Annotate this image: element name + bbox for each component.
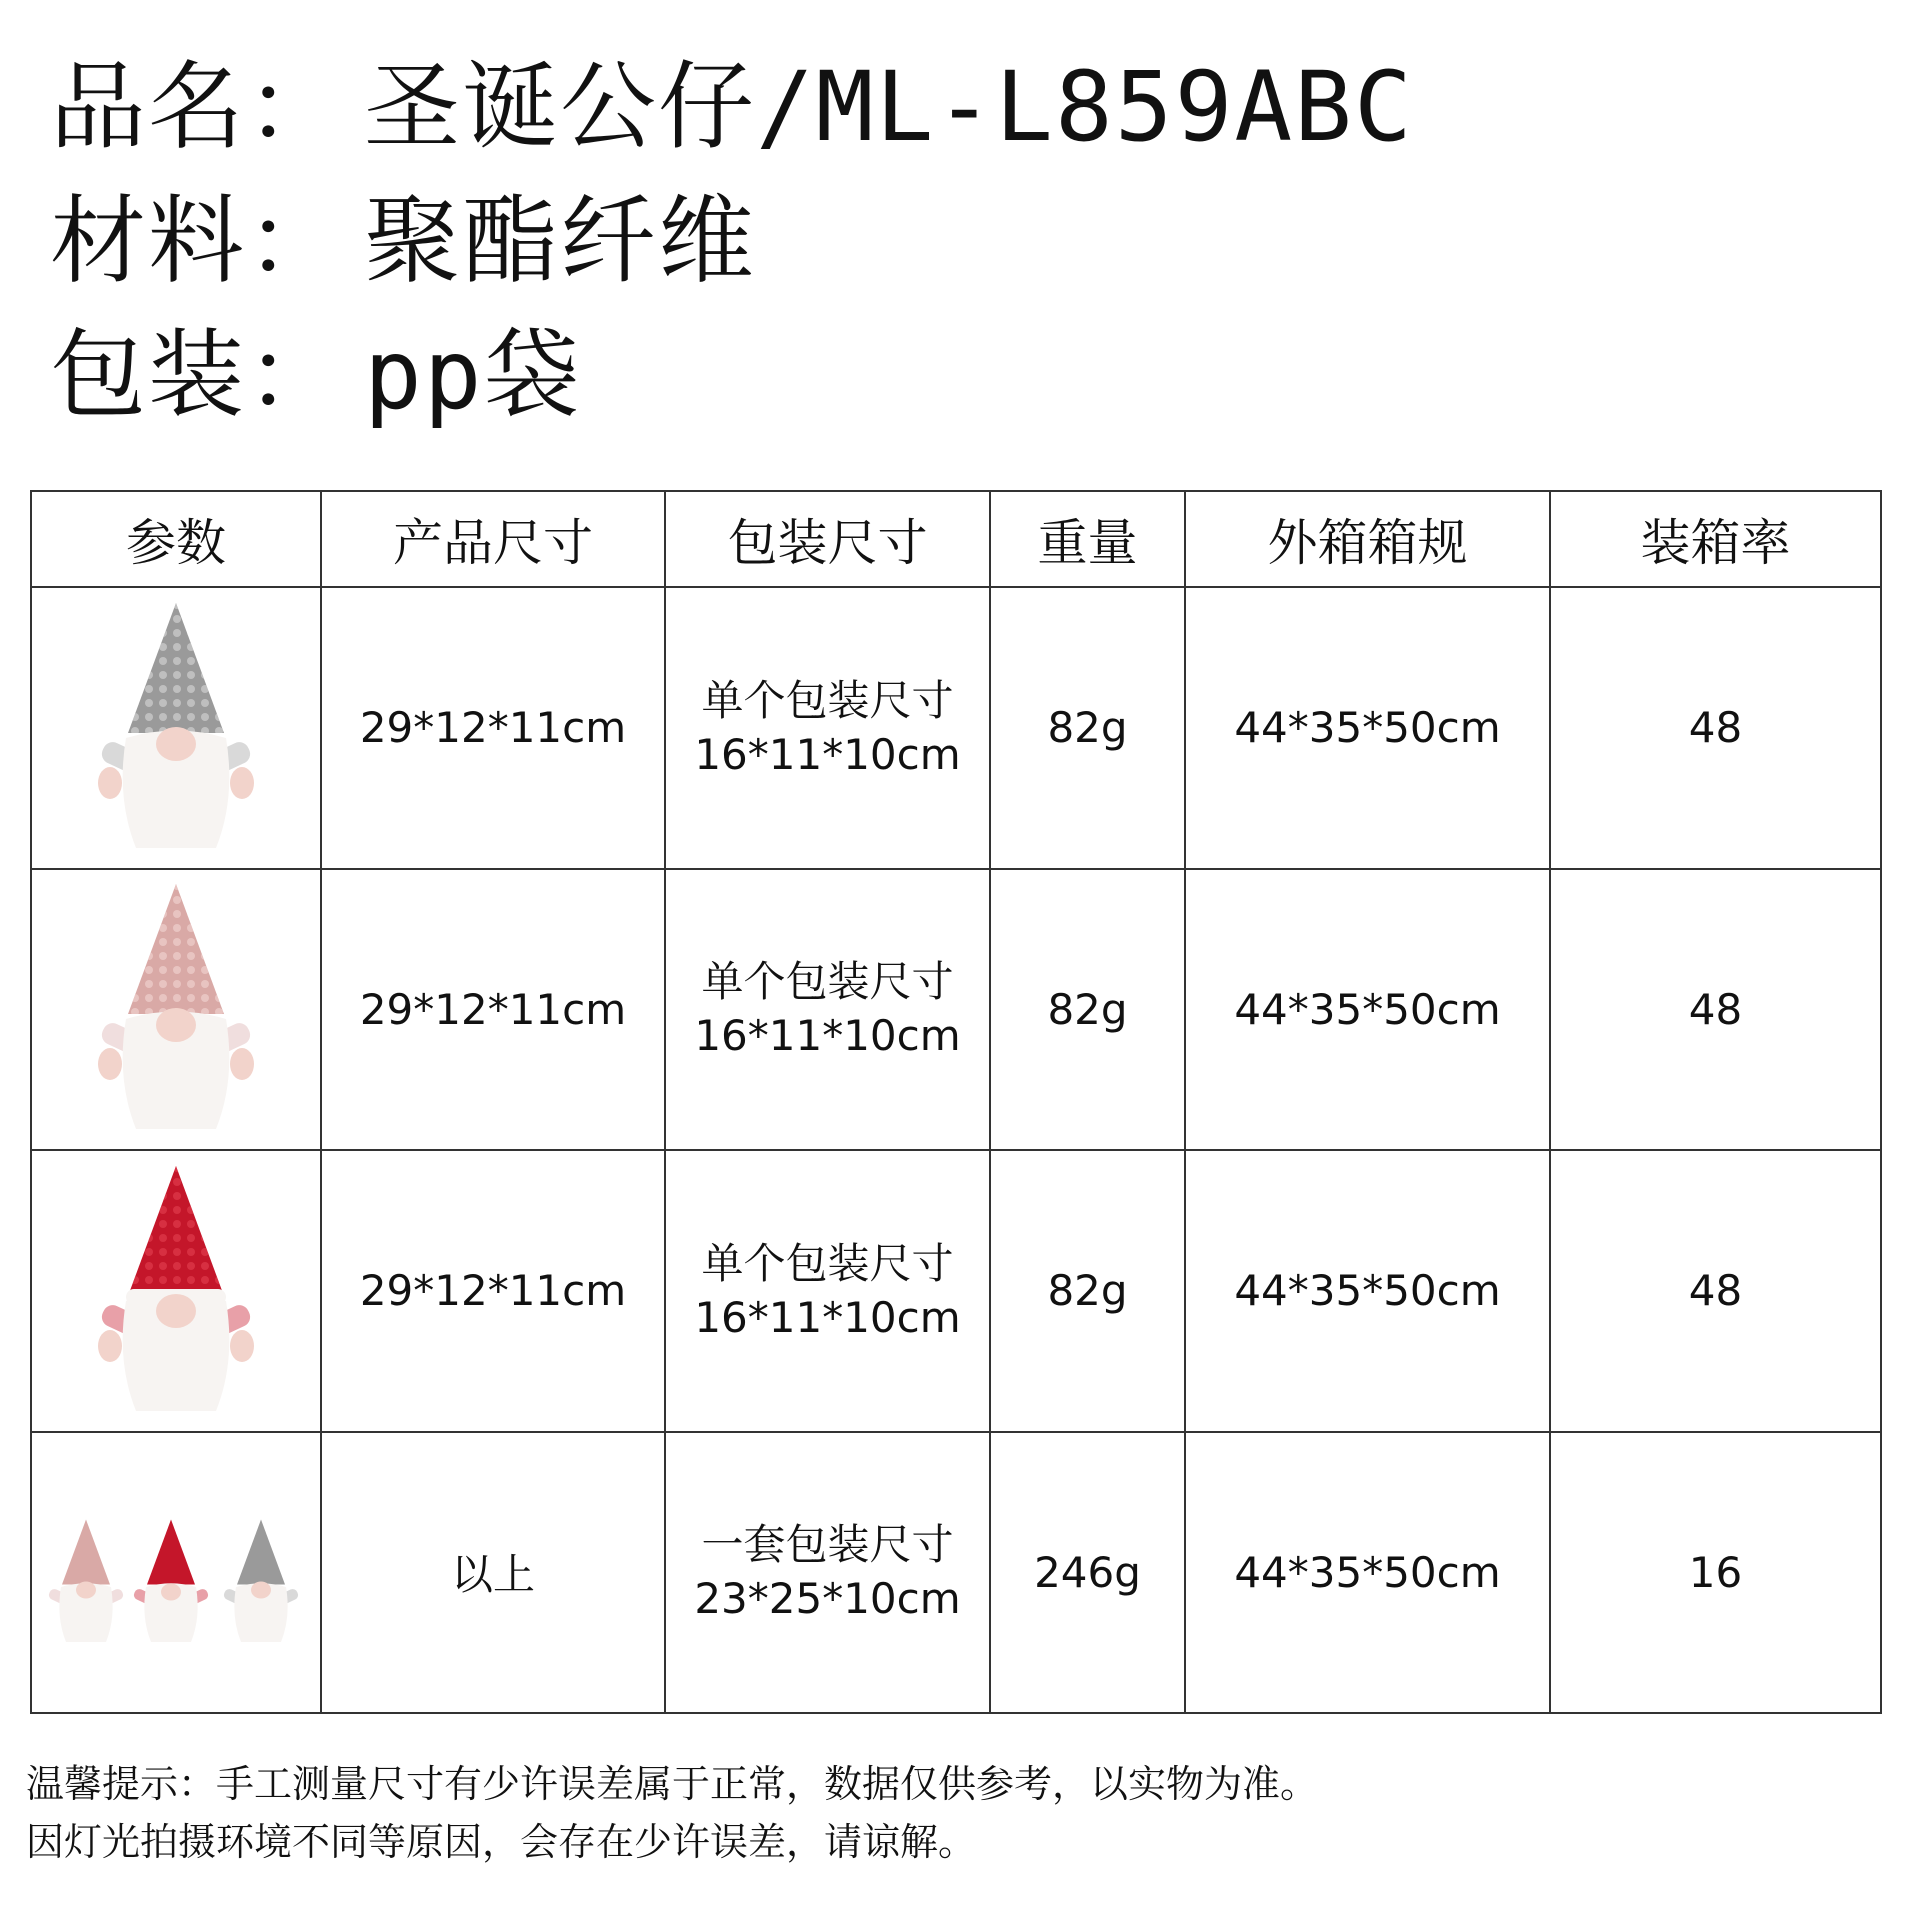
product-name-label: 品名： bbox=[50, 51, 344, 163]
carton-spec-cell: 44*35*50cm bbox=[1185, 1150, 1550, 1432]
product-image-cell bbox=[31, 1150, 321, 1432]
package-size-label: 一套包装尺寸 bbox=[701, 1520, 954, 1570]
material-label: 材料： bbox=[50, 185, 344, 297]
packaging-value: pp袋 bbox=[364, 319, 582, 431]
carton-spec-cell: 44*35*50cm bbox=[1185, 869, 1550, 1151]
product-size-cell: 以上 bbox=[321, 1432, 665, 1714]
table-row bbox=[31, 1432, 1881, 1714]
weight-cell: 246g bbox=[990, 1432, 1185, 1714]
product-name-value: 圣诞公仔/ML-L859ABC bbox=[364, 51, 1414, 163]
weight-cell: 82g bbox=[990, 869, 1185, 1151]
package-size-cell bbox=[665, 1150, 990, 1432]
product-header bbox=[50, 40, 1870, 442]
notice-line-2: 因灯光拍摄环境不同等原因，会存在少许误差，请谅解。 bbox=[26, 1820, 977, 1864]
column-header-packing-rate: 装箱率 bbox=[1550, 491, 1881, 587]
product-image-cell bbox=[31, 587, 321, 869]
package-size-cell bbox=[665, 587, 990, 869]
package-size-value: 16*11*10cm bbox=[694, 1292, 961, 1342]
material-value: 聚酯纤维 bbox=[364, 185, 756, 297]
weight-cell: 82g bbox=[990, 1150, 1185, 1432]
gnome-set-icon bbox=[41, 1492, 311, 1652]
gnome-red-icon bbox=[86, 1161, 266, 1421]
package-size-cell bbox=[665, 869, 990, 1151]
column-header-package-size: 包装尺寸 bbox=[665, 491, 990, 587]
package-size-value: 23*25*10cm bbox=[694, 1574, 961, 1624]
packing-rate-cell: 16 bbox=[1550, 1432, 1881, 1714]
table-row bbox=[31, 1150, 1881, 1432]
column-header-params: 参数 bbox=[31, 491, 321, 587]
packing-rate-cell: 48 bbox=[1550, 869, 1881, 1151]
material-line bbox=[50, 174, 1870, 308]
table-row bbox=[31, 587, 1881, 869]
carton-spec-cell: 44*35*50cm bbox=[1185, 1432, 1550, 1714]
package-size-cell bbox=[665, 1432, 990, 1714]
package-size-value: 16*11*10cm bbox=[694, 1011, 961, 1061]
product-image-cell bbox=[31, 1432, 321, 1714]
product-size-cell: 29*12*11cm bbox=[321, 587, 665, 869]
column-header-weight: 重量 bbox=[990, 491, 1185, 587]
gnome-silver-icon bbox=[86, 598, 266, 858]
packaging-label: 包装： bbox=[50, 319, 344, 431]
notice-line-1: 温馨提示：手工测量尺寸有少许误差属于正常，数据仅供参考，以实物为准。 bbox=[26, 1762, 1319, 1806]
column-header-product-size: 产品尺寸 bbox=[321, 491, 665, 587]
package-size-label: 单个包装尺寸 bbox=[701, 675, 954, 725]
product-name-line bbox=[50, 40, 1870, 174]
spec-table bbox=[30, 490, 1882, 1714]
product-image-cell bbox=[31, 869, 321, 1151]
packing-rate-cell: 48 bbox=[1550, 1150, 1881, 1432]
packing-rate-cell: 48 bbox=[1550, 587, 1881, 869]
package-size-label: 单个包装尺寸 bbox=[701, 957, 954, 1007]
table-row bbox=[31, 869, 1881, 1151]
gnome-pink-icon bbox=[86, 879, 266, 1139]
carton-spec-cell: 44*35*50cm bbox=[1185, 587, 1550, 869]
product-size-cell: 29*12*11cm bbox=[321, 869, 665, 1151]
packaging-line bbox=[50, 308, 1870, 442]
product-size-cell: 29*12*11cm bbox=[321, 1150, 665, 1432]
table-header-row bbox=[31, 491, 1881, 587]
package-size-value: 16*11*10cm bbox=[694, 729, 961, 779]
package-size-label: 单个包装尺寸 bbox=[701, 1238, 954, 1288]
column-header-carton-spec: 外箱箱规 bbox=[1185, 491, 1550, 587]
notice-text bbox=[26, 1755, 1886, 1871]
weight-cell: 82g bbox=[990, 587, 1185, 869]
